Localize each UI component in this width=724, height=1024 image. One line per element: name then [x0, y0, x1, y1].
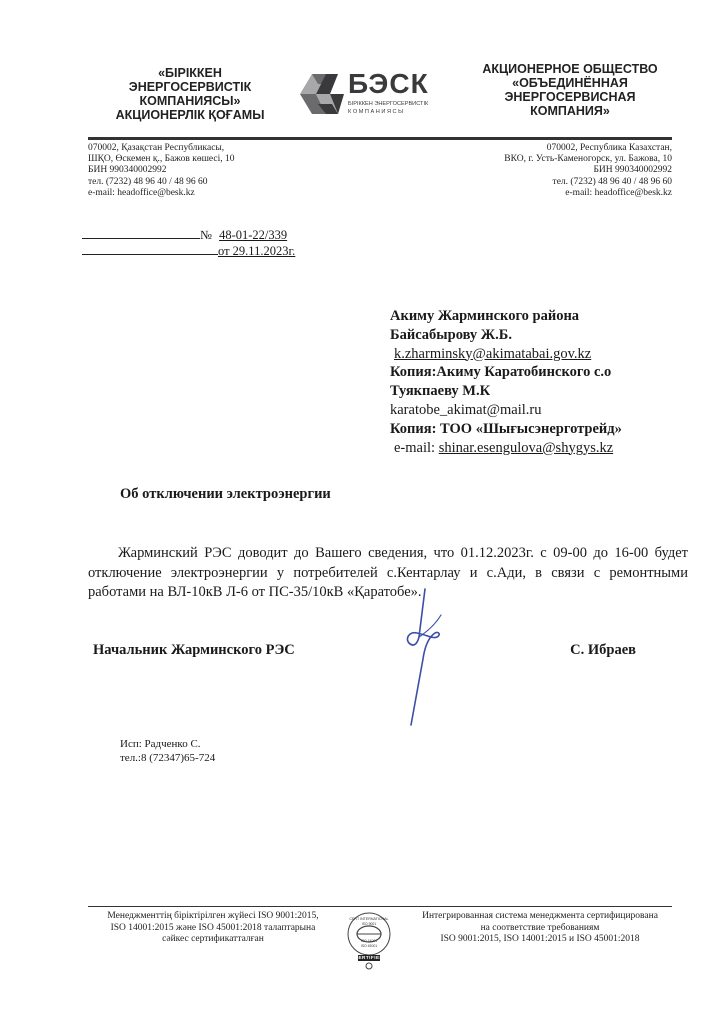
org-kz-line: АКЦИОНЕРЛІК ҚОҒАМЫ [115, 108, 265, 122]
org-ru-line: КОМПАНИЯ» [530, 104, 610, 118]
signatory-name: С. Ибраев [570, 642, 636, 658]
address-russian [504, 143, 672, 199]
recipient-title: Акиму Жарминского района [390, 308, 580, 324]
footer-line: Менеджменттің біріктірілген жүйесі ISO 9001:2015, [107, 911, 319, 921]
badge-standard: ISO 45001 [360, 944, 378, 948]
executor-name: Исп: Радченко С. [120, 738, 201, 750]
copy-recipient-email[interactable]: karatobe_akimat@mail.ru [390, 401, 542, 418]
footer-cert-russian [410, 911, 670, 946]
org-kz-line: КОМПАНИЯСЫ» [139, 94, 241, 108]
email-label: e-mail: [394, 439, 439, 456]
copy-company-email-row [394, 439, 700, 458]
footer-line: сәйкес сертификатталған [162, 934, 264, 944]
address-line: e-mail: headoffice@besk.kz [565, 187, 672, 198]
footer-line: ISO 9001:2015, ISO 14001:2015 и ISO 45001:2018 [440, 934, 640, 944]
address-line: БИН 990340002992 [88, 165, 167, 176]
number-sign: № [200, 228, 212, 242]
address-line: БИН 990340002992 [593, 165, 672, 176]
footer-line: на соответствие требованиям [480, 922, 600, 933]
footer-cert-kazakh [88, 911, 338, 946]
registration-date: от 29.11.2023г. [218, 244, 296, 258]
company-email[interactable]: shinar.esengulova@shygys.kz [438, 439, 614, 456]
header-org-kazakh [95, 66, 285, 122]
certification-badge [340, 908, 398, 970]
copy-recipient-company: Копия: ТОО «Шығысэнерготрейд» [390, 420, 622, 437]
org-ru-line: АКЦИОНЕРНОЕ ОБЩЕСТВО [482, 62, 658, 76]
badge-standard: ISO 14001 [360, 939, 378, 943]
recipient-email[interactable]: k.zharminsky@akimatabai.gov.kz [394, 345, 592, 362]
letter-body: Жарминский РЭС доводит до Вашего сведения, что 01.12.2023г. с 09-00 до 16-00 будет отключение электроэнергии у потребителей с.Кентарлау и с.Ади, в связи с ремонтными работами на ВЛ-10кВ Л-6 от ПС-35/10кВ «Қаратобе». [88, 545, 688, 600]
address-line: ШҚО, Өскемен қ., Бажов көшесі, 10 [88, 154, 235, 165]
signatory-role: Начальник Жарминского РЭС [93, 642, 295, 658]
recipients-block [390, 307, 700, 457]
header-org-russian [470, 62, 670, 118]
badge-standard: ISO 9001 [361, 922, 377, 926]
footer-line: Интегрированная система менеджмента сертифицирована [422, 911, 658, 921]
address-line: e-mail: headoffice@besk.kz [88, 187, 195, 198]
footer-divider [88, 906, 672, 907]
logo-subtitle-2: К О М П А Н И Я С Ы [348, 109, 404, 115]
registration-block [82, 228, 295, 259]
company-logo [298, 68, 448, 120]
letter-subject: Об отключении электроэнергии [120, 486, 331, 502]
address-line: ВКО, г. Усть-Каменогорск, ул. Бажова, 10 [504, 154, 672, 165]
logo-subtitle-1: БІРІККЕН ЭНЕРГОСЕРВИСТІК [348, 101, 429, 107]
registration-number-row [82, 228, 295, 243]
address-line: 070002, Қазақстан Республикасы, [88, 143, 225, 153]
address-kazakh [88, 143, 234, 199]
badge-certified-label: CERTIFIED [354, 955, 384, 960]
org-kz-line: ЭНЕРГОСЕРВИСТІК [128, 80, 252, 94]
address-line: 070002, Республика Казахстан, [546, 143, 672, 153]
badge-top-text: CERT INTERNATIONAL [349, 917, 389, 921]
org-ru-line: ЭНЕРГОСЕРВИСНАЯ [504, 90, 636, 104]
address-line: тел. (7232) 48 96 40 / 48 96 60 [552, 176, 672, 187]
registration-number: 48-01-22/339 [219, 228, 288, 242]
handwritten-signature [395, 585, 455, 730]
recipient-name: Байсабырову Ж.Б. [390, 326, 512, 343]
org-ru-line: «ОБЪЕДИНЁННАЯ [512, 76, 628, 90]
copy-recipient-title: Копия:Акиму Каратобинского с.о [390, 364, 612, 381]
org-kz-line: «БІРІККЕН [158, 66, 222, 80]
copy-recipient-name: Туякпаеву М.К [390, 383, 491, 400]
executor-phone: тел.:8 (72347)65-724 [120, 751, 216, 764]
address-line: тел. (7232) 48 96 40 / 48 96 60 [88, 176, 208, 187]
footer-line: ISO 14001:2015 және ISO 45001:2018 талаптарына [110, 922, 316, 933]
registration-date-row [82, 244, 295, 259]
executor-block [120, 738, 215, 765]
header-divider [88, 137, 672, 140]
logo-name: БЭСК [348, 68, 429, 99]
